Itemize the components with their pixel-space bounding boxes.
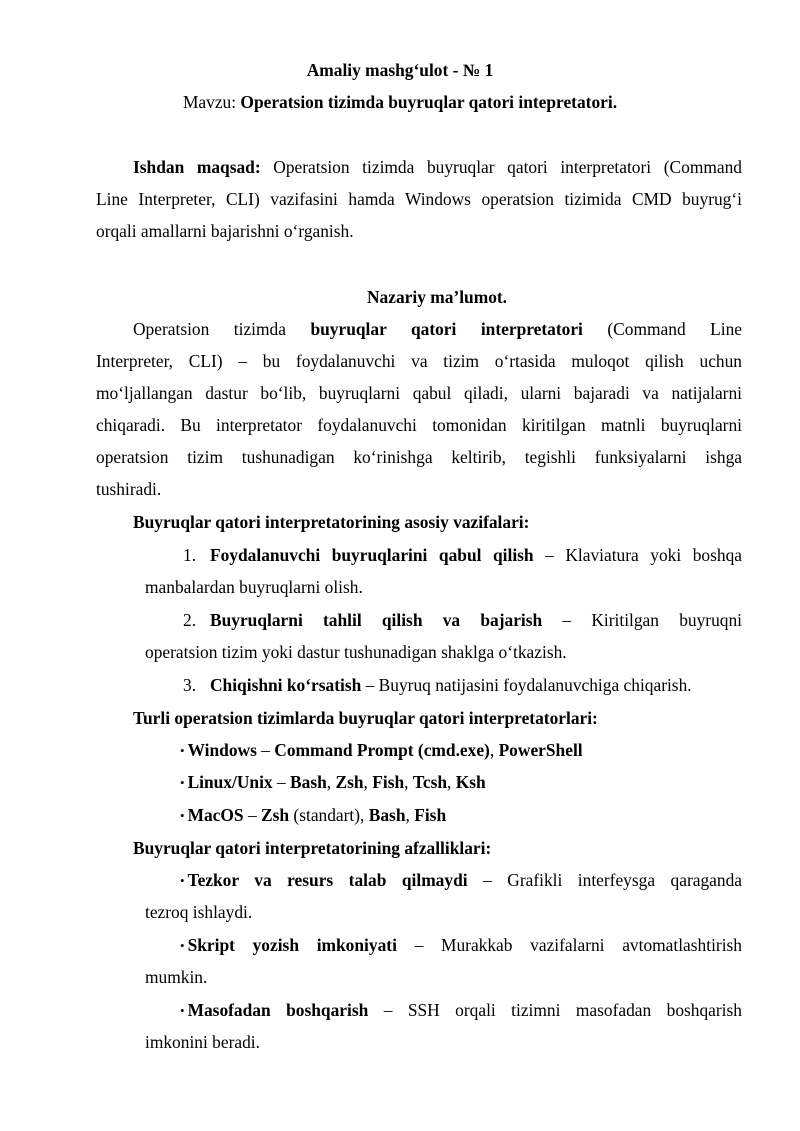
section-heading-functions: Buyruqlar qatori interpretatorining asosiy vazifalari:	[133, 512, 530, 532]
theory-line-5: operatsion tizim tushunadigan ko‘rinishga keltirib, tegishli funksiyalarni ishga	[96, 447, 742, 467]
list-item-cont: mumkin.	[145, 967, 208, 987]
topic-label: Mavzu:	[182, 92, 237, 112]
goal-line-2: Line Interpreter, CLI) vazifasini hamda Windows operatsion tizimida CMD buyrug‘i	[96, 189, 742, 209]
goal-label: Ishdan maqsad:	[133, 157, 261, 177]
list-item-windows: • Windows – Command Prompt (cmd.exe), PowerShell	[180, 740, 583, 760]
page-title: Amaliy mashg‘ulot - № 1	[306, 60, 494, 80]
bullet-icon: •	[180, 775, 185, 790]
section-heading-theory: Nazariy ma’lumot.	[366, 287, 508, 307]
list-item: 1. Foydalanuvchi buyruqlarini qabul qilish – Klaviatura yoki boshqa	[183, 545, 742, 565]
topic-line	[0, 92, 800, 112]
goal-line-1: Ishdan maqsad: Operatsion tizimda buyruqlar qatori interpretatori (Command	[133, 157, 742, 177]
list-item-linux: • Linux/Unix – Bash, Zsh, Fish, Tcsh, Ksh	[180, 772, 486, 792]
theory-line-2: Interpreter, CLI) – bu foydalanuvchi va tizim o‘rtasida muloqot qilish uchun	[96, 351, 742, 371]
list-item: 3. Chiqishni ko‘rsatish – Buyruq natijasini foydalanuvchiga chiqarish.	[183, 675, 692, 695]
section-heading-os: Turli operatsion tizimlarda buyruqlar qatori interpretatorlari:	[133, 708, 598, 728]
bullet-icon: •	[180, 743, 185, 758]
list-item-cont: manbalardan buyruqlarni olish.	[145, 577, 363, 597]
bullet-icon: •	[180, 808, 185, 823]
bullet-icon: •	[180, 938, 185, 953]
theory-line-3: mo‘ljallangan dastur bo‘lib, buyruqlarni qabul qiladi, ularni bajaradi va natijalarni	[96, 383, 742, 403]
section-heading-advantages: Buyruqlar qatori interpretatorining afzalliklari:	[133, 838, 492, 858]
list-item: • Skript yozish imkoniyati – Murakkab vazifalarni avtomatlashtirish	[180, 935, 742, 955]
topic-text: Operatsion tizimda buyruqlar qatori intepretatori.	[240, 92, 618, 112]
theory-line-4: chiqaradi. Bu interpretator foydalanuvchi tomonidan kiritilgan matnli buyruqlarni	[96, 415, 742, 435]
list-item-macos: • MacOS – Zsh (standart), Bash, Fish	[180, 805, 447, 825]
theory-line-6: tushiradi.	[96, 479, 162, 499]
list-item-cont: tezroq ishlaydi.	[145, 902, 253, 922]
list-item: • Tezkor va resurs talab qilmaydi – Grafikli interfeysga qaraganda	[180, 870, 742, 890]
bullet-icon: •	[180, 1003, 185, 1018]
list-item: • Masofadan boshqarish – SSH orqali tizimni masofadan boshqarish	[180, 1000, 742, 1020]
bullet-icon: •	[180, 873, 185, 888]
goal-line-3: orqali amallarni bajarishni o‘rganish.	[96, 221, 354, 241]
list-item-cont: operatsion tizim yoki dastur tushunadigan shaklga o‘tkazish.	[145, 642, 567, 662]
theory-line-1: Operatsion tizimda buyruqlar qatori interpretatori (Command Line	[133, 319, 742, 339]
list-item-cont: imkonini beradi.	[145, 1032, 260, 1052]
list-item: 2. Buyruqlarni tahlil qilish va bajarish – Kiritilgan buyruqni	[183, 610, 742, 630]
